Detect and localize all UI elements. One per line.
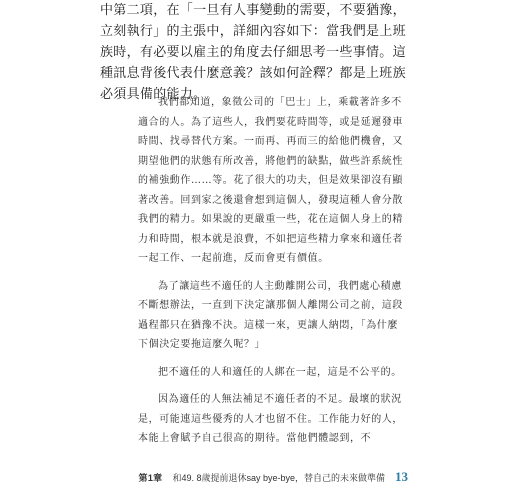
quote-paragraph-3: 把不適任的人和適任的人綁在一起，這是不公平的。	[158, 366, 402, 378]
quote-paragraph-4: 因為適任的人無法補足不適任者的不足。最壞的狀況是，可能連這些優秀的人才也留不住。工作能力好的人，本能上會賦予自己很高的期待。當他們體認到，不	[138, 394, 403, 444]
chapter-label: 第1章	[138, 473, 163, 483]
page-footer	[0, 469, 408, 485]
chapter-title: 和49. 8歲提前退休say bye-bye，替自己的未來做準備	[172, 473, 385, 483]
intro-paragraph: 中第二項，在「一旦有人事變動的需要，不要猶豫，立刻執行」的主張中，詳細內容如下：當我們是上班族時，有必要以雇主的角度去仔細思考一些事情。這種訊息背後代表什麼意義？該如何詮釋？都是上班族必須具備的能力。	[100, 3, 406, 102]
quote-paragraph-1: 我們都知道，象徵公司的「巴士」上，乘載著許多不適合的人。為了這些人，我們要花時間等，或是延遲發車時間、找尋替代方案。一而再、再而三的給他們機會，又期望他們的狀態有所改善，將他們的缺點，做些許系統性的補強動作……等。花了很大的功夫，但是效果卻沒有顯著改善。回到家之後還會想到這個人，發現這種人會分散我們的精力。如果說的更嚴重一些，花在這個人身上的精力和時間，根本就是浪費，不如把這些精力拿來和適任者一起工作、一起前進，反而會更有價值。	[138, 97, 403, 264]
quoted-passage	[138, 93, 406, 449]
intro-text	[100, 0, 418, 105]
page-number: 13	[395, 469, 408, 484]
quote-paragraph-2: 為了讓這些不適任的人主動離開公司，我們處心積慮不斷想辦法，一直到下決定讓那個人離開公司之前，這段過程都只在猶豫不決。這樣一來，更讓人納悶，「為什麼下個決定要拖這麼久呢？」	[138, 280, 403, 350]
